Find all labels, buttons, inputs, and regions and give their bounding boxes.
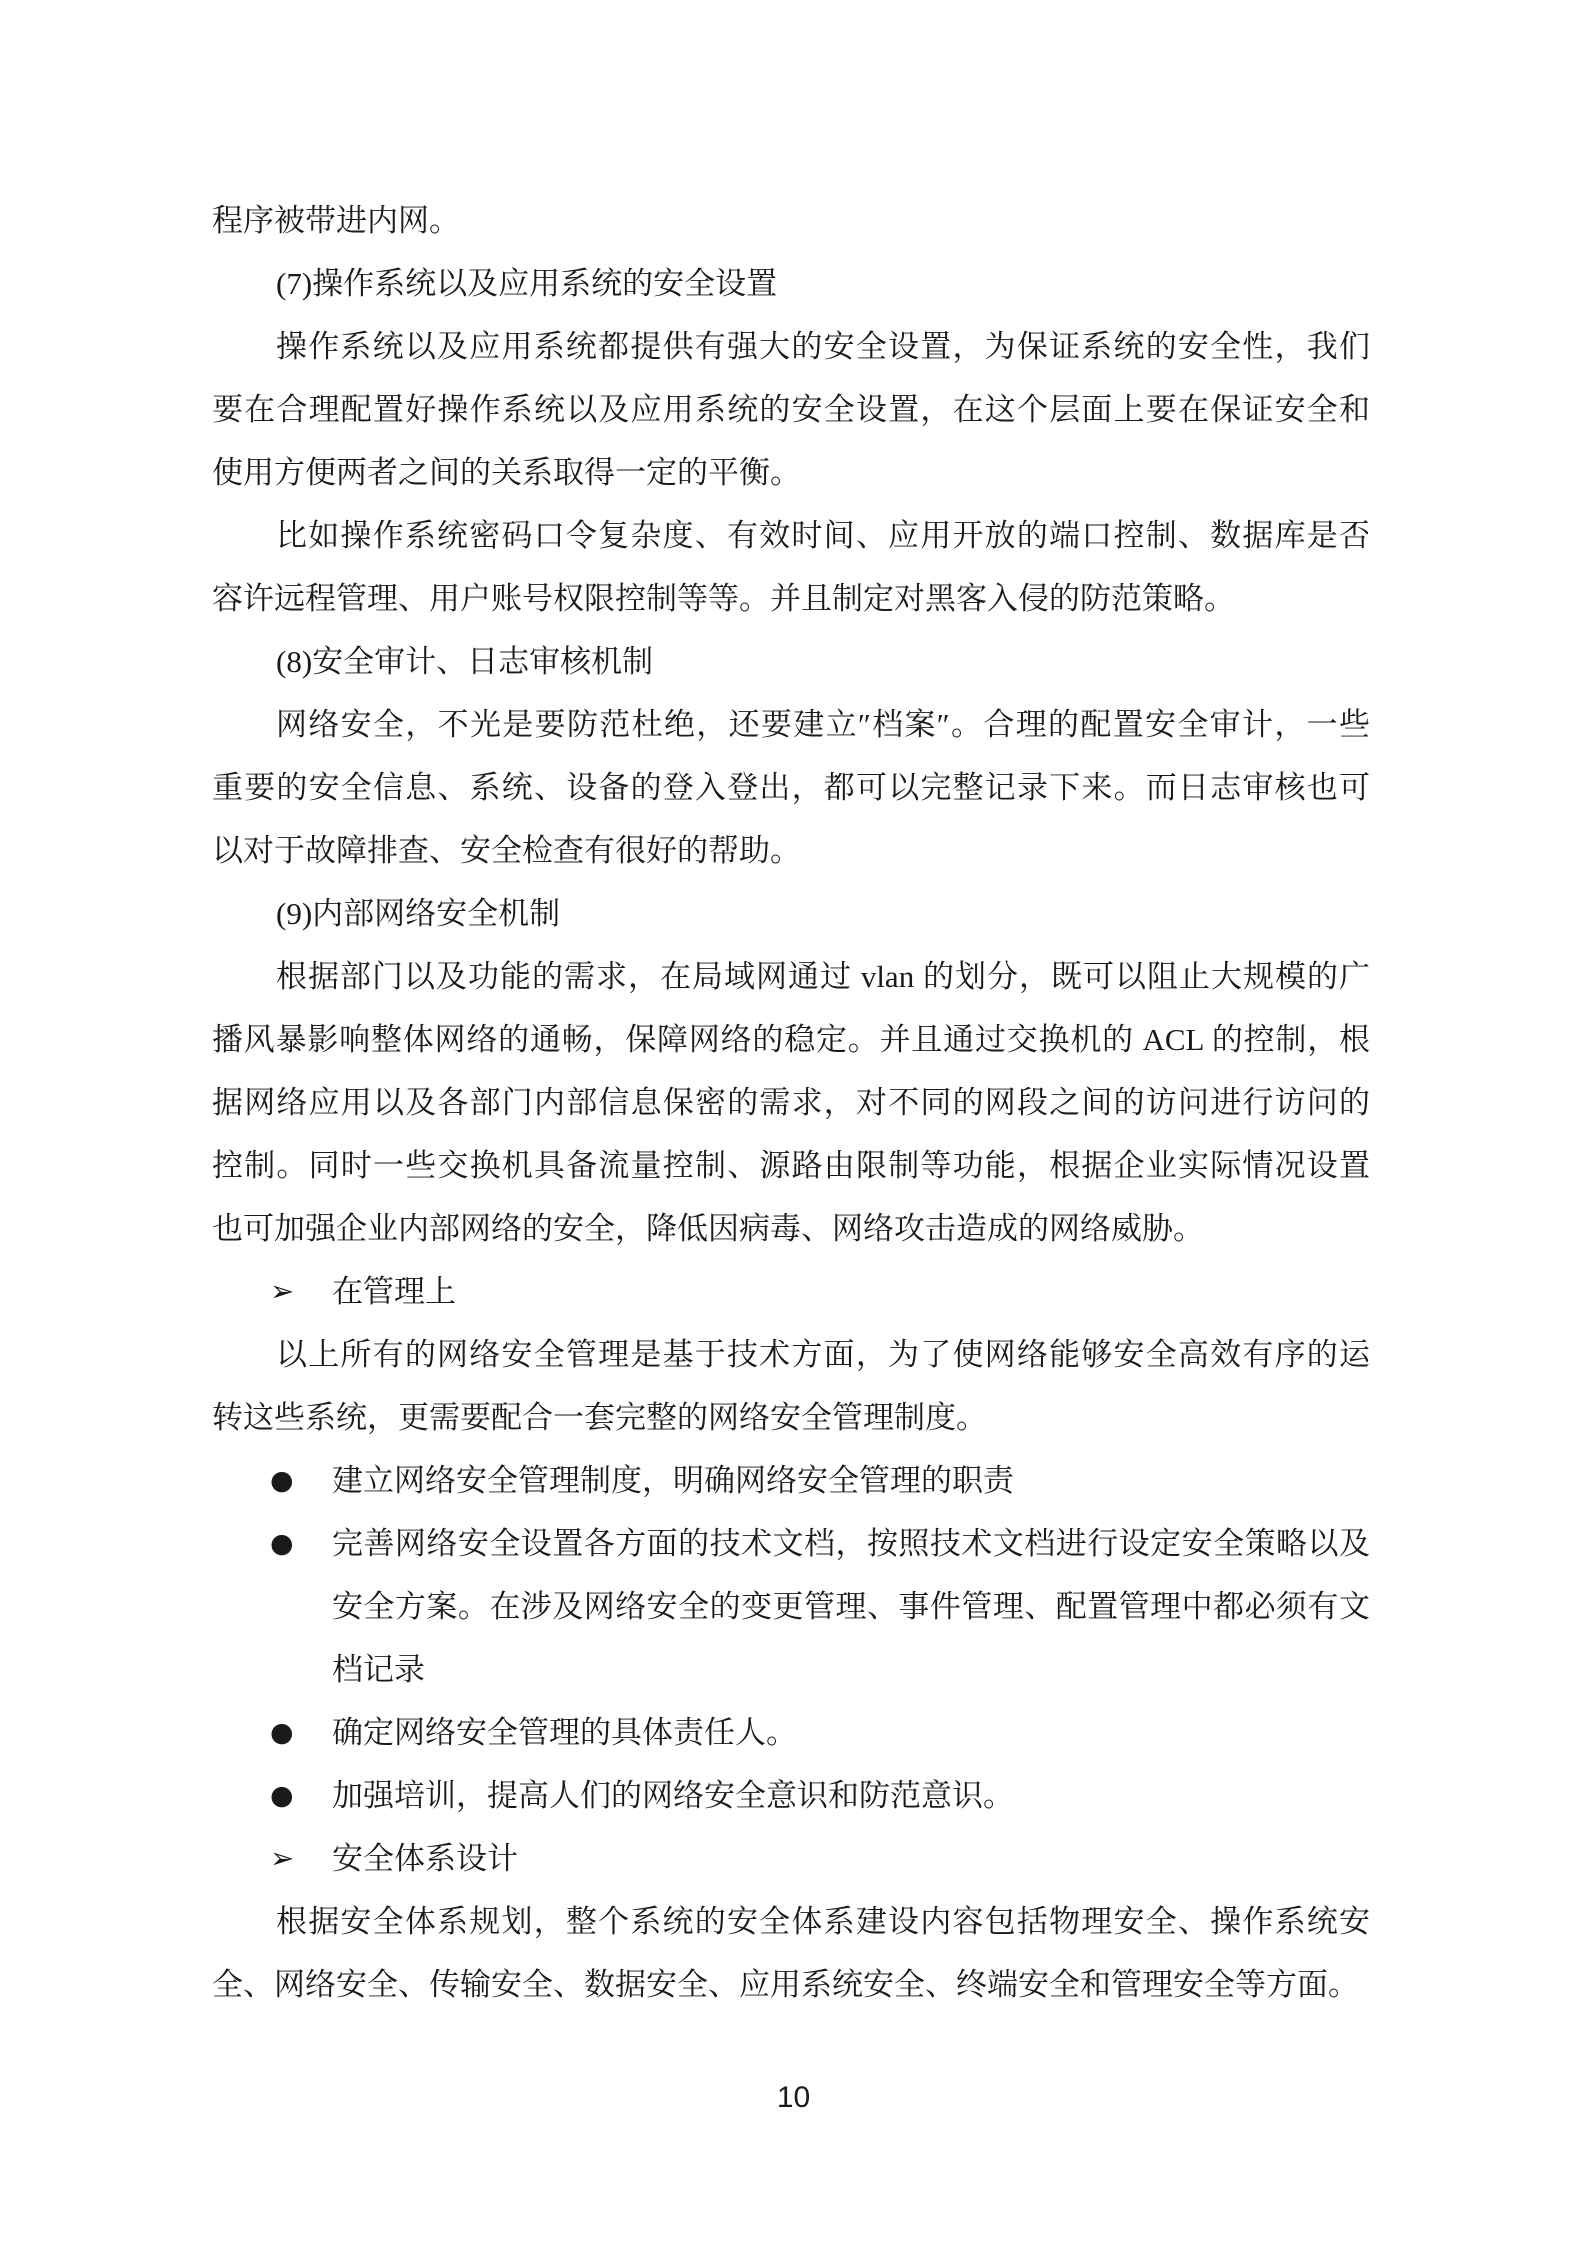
text-line: 加强培训，提高人们的网络安全意识和防范意识。 ● — [212, 1764, 1370, 1827]
dot-bullet-icon: ● — [270, 1780, 294, 1811]
text-line: 转这些系统，更需要配合一套完整的网络安全管理制度。 — [212, 1400, 987, 1435]
document-body — [212, 189, 1370, 2016]
page-number: 10 — [776, 2081, 811, 2114]
bullet-list-item — [212, 1512, 1370, 1701]
arrow-bullet-icon: ➢ — [270, 1274, 295, 1308]
dot-bullet-icon: ● — [270, 1717, 294, 1748]
text-line: 操作系统以及应用系统都提供有强大的安全设置，为保证系统的安全性，我们 — [276, 329, 1370, 364]
text-line: 容许远程管理、用户账号权限控制等等。并且制定对黑客入侵的防范策略。 — [212, 581, 1235, 616]
text-line: 安全体系设计 ➢ — [212, 1827, 1370, 1890]
paragraph — [212, 315, 1370, 504]
text-line: 控制。同时一些交换机具备流量控制、源路由限制等功能，根据企业实际情况设置 — [212, 1148, 1370, 1183]
text-line: 建立网络安全管理制度，明确网络安全管理的职责 ● — [212, 1449, 1370, 1512]
paragraph — [212, 1890, 1370, 2016]
paragraph — [212, 630, 1370, 693]
text-line: 要在合理配置好操作系统以及应用系统的安全设置，在这个层面上要在保证安全和 — [212, 392, 1370, 427]
text-line: 以上所有的网络安全管理是基于技术方面，为了使网络能够安全高效有序的运 — [276, 1337, 1370, 1372]
text-line: 根据安全体系规划，整个系统的安全体系建设内容包括物理安全、操作系统安 — [276, 1904, 1370, 1939]
paragraph — [212, 882, 1370, 945]
paragraph — [212, 252, 1370, 315]
dot-bullet-icon: ● — [270, 1465, 294, 1496]
arrow-list-item — [212, 1827, 1370, 1890]
text-line: 也可加强企业内部网络的安全，降低因病毒、网络攻击造成的网络威胁。 — [212, 1211, 1204, 1246]
paragraph — [212, 945, 1370, 1260]
text-line: (9)内部网络安全机制 — [276, 896, 561, 931]
paragraph — [212, 1323, 1370, 1449]
text-line: 以对于故障排查、安全检查有很好的帮助。 — [212, 833, 801, 868]
text-line: 档记录 — [332, 1652, 425, 1687]
text-line: (8)安全审计、日志审核机制 — [276, 644, 654, 679]
page-footer — [0, 2080, 1587, 2116]
text-line: 据网络应用以及各部门内部信息保密的需求，对不同的网段之间的访问进行访问的 — [212, 1085, 1370, 1120]
text-line: 播风暴影响整体网络的通畅，保障网络的稳定。并且通过交换机的 ACL 的控制，根 — [212, 1022, 1370, 1057]
text-line: 程序被带进内网。 — [212, 203, 460, 238]
paragraph — [212, 693, 1370, 882]
text-line: 根据部门以及功能的需求，在局域网通过 vlan 的划分，既可以阻止大规模的广 — [276, 959, 1370, 994]
text-line: 重要的安全信息、系统、设备的登入登出，都可以完整记录下来。而日志审核也可 — [212, 770, 1370, 805]
text-line: 使用方便两者之间的关系取得一定的平衡。 — [212, 455, 801, 490]
arrow-bullet-icon: ➢ — [270, 1841, 295, 1875]
text-line: 安全方案。在涉及网络安全的变更管理、事件管理、配置管理中都必须有文 — [332, 1589, 1370, 1624]
text-line: 完善网络安全设置各方面的技术文档，按照技术文档进行设定安全策略以及 ● — [212, 1512, 1370, 1575]
text-line: 在管理上 ➢ — [212, 1260, 1370, 1323]
bullet-list-item — [212, 1764, 1370, 1827]
arrow-list-item — [212, 1260, 1370, 1323]
bullet-list-item — [212, 1449, 1370, 1512]
text-line: 确定网络安全管理的具体责任人。 ● — [212, 1701, 1370, 1764]
dot-bullet-icon: ● — [270, 1528, 294, 1559]
text-line: 网络安全，不光是要防范杜绝，还要建立″档案″。合理的配置安全审计，一些 — [276, 707, 1370, 742]
text-line: 全、网络安全、传输安全、数据安全、应用系统安全、终端安全和管理安全等方面。 — [212, 1967, 1359, 2002]
bullet-list-item — [212, 1701, 1370, 1764]
text-line: (7)操作系统以及应用系统的安全设置 — [276, 266, 778, 301]
paragraph — [212, 504, 1370, 630]
paragraph — [212, 189, 1370, 252]
text-line: 比如操作系统密码口令复杂度、有效时间、应用开放的端口控制、数据库是否 — [276, 518, 1370, 553]
